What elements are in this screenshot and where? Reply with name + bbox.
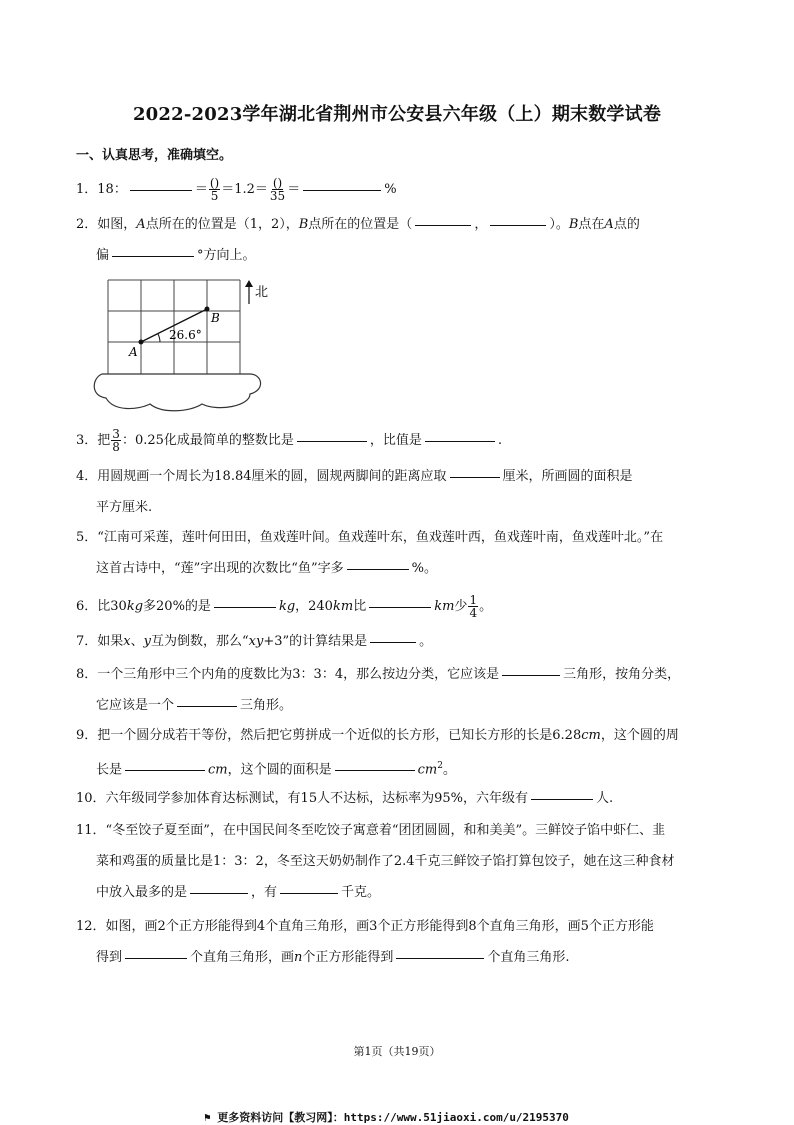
question-12: 12．如图，画2个正方形能得到4个直角三角形，画3个正方形能得到8个直角三角形，画5个正方形能 得到 个直角三角形，画n个正方形能得到 个直角三角形.	[76, 919, 654, 965]
q11-blank-1[interactable]	[190, 892, 248, 894]
q9-blank-2[interactable]	[335, 769, 415, 771]
point-a	[139, 340, 144, 345]
q4-blank-1[interactable]	[450, 476, 500, 478]
q3-fraction: $\frac{3}{8}$	[112, 427, 120, 454]
q6-blank-2[interactable]	[369, 606, 431, 608]
question-11: 11．“冬至饺子夏至面”，在中国民间冬至吃饺子寓意着“团团圆圆，和和美美”。三鲜饺子馅中虾仁、韭 菜和鸡蛋的质量比是1：3：2，冬至这天奶奶制作了2.4千克三鲜饺子馅打算包饺子，她在这三种食材 中放入最多的是 ，有 千克。	[76, 823, 675, 900]
question-4: 4．用圆规画一个周长为18.84厘米的圆，圆规两脚间的距离应取 厘米，所画圆的面积是 平方厘米.	[76, 469, 633, 515]
q2-blank-1[interactable]	[415, 224, 471, 226]
q8-blank-1[interactable]	[502, 674, 560, 676]
q7-blank[interactable]	[370, 641, 416, 643]
q6-blank-1[interactable]	[214, 606, 276, 608]
section-heading: 一、认真思考，准确填空。	[76, 148, 233, 163]
q1-text: ＝	[194, 182, 208, 197]
q2-blank-2[interactable]	[490, 224, 546, 226]
angle-arc	[158, 334, 160, 342]
q1-text: ＝	[287, 182, 301, 197]
q1-fraction-2: $\frac{()}{35}$	[269, 176, 286, 203]
question-6: 6．比30kg多20%的是 kg，240km比 km少 $\frac{1}{4}$ 。	[76, 593, 493, 620]
label-b: B	[211, 311, 220, 325]
question-1	[76, 174, 721, 205]
q1-text: ＝1.2＝	[221, 182, 268, 197]
q1-number: 1．	[76, 182, 98, 197]
question-7: 7．如果x、y互为倒数，那么“xy+3”的计算结果是 。	[76, 634, 433, 649]
q12-blank-2[interactable]	[396, 957, 484, 959]
question-5: 5．“江南可采莲，莲叶何田田，鱼戏莲叶间。鱼戏莲叶东，鱼戏莲叶西，鱼戏莲叶南，鱼戏莲叶北。”在 这首古诗中，“莲”字出现的次数比“鱼”字多 %。	[76, 530, 664, 576]
grid-figure	[90, 278, 290, 416]
north-label: 北	[255, 285, 269, 300]
exam-title: 2022-2023学年湖北省荆州市公安县六年级（上）期末数学试卷	[132, 104, 662, 125]
q6-fraction: $\frac{1}{4}$	[469, 593, 478, 620]
q3-blank-2[interactable]	[425, 440, 495, 442]
footer-link-text: 更多资料访问【教习网】：https://www.51jiaoxi.com/u/2195370	[217, 1111, 569, 1124]
q1-text: %	[384, 182, 397, 197]
q8-blank-2[interactable]	[177, 705, 237, 707]
q1-blank-1[interactable]	[130, 189, 192, 191]
q12-blank-1[interactable]	[125, 957, 187, 959]
question-9: 9．把一个圆分成若干等份，然后把它剪拼成一个近似的长方形，已知长方形的长是6.28cm，这个圆的周 长是 cm，这个圆的面积是 $cm^2$。	[76, 728, 679, 778]
question-8: 8．一个三角形中三个内角的度数比为3：3：4，那么按边分类，它应该是 三角形，按角分类， 它应该是一个 三角形。	[76, 667, 681, 713]
q5-blank[interactable]	[347, 568, 409, 570]
point-b	[205, 307, 210, 312]
q2-blank-3[interactable]	[112, 255, 194, 257]
question-10: 10．六年级同学参加体育达标测试，有15人不达标，达标率为95%，六年级有 人.	[76, 791, 614, 806]
q1-blank-2[interactable]	[303, 189, 381, 191]
q9-blank-1[interactable]	[125, 769, 205, 771]
q10-blank[interactable]	[531, 798, 593, 800]
cloud-shape	[94, 374, 260, 411]
q1-fraction-1: $\frac{()}{5}$	[209, 176, 220, 203]
q1-text: 18：	[97, 182, 127, 197]
angle-label: 26.6°	[169, 328, 202, 342]
north-arrow-head-icon	[245, 280, 253, 287]
question-3: 3．把 $\frac{3}{8}$ ：0.25化成最简单的整数比是 ，比值是 .	[76, 427, 503, 454]
label-a: A	[129, 345, 138, 359]
q3-blank-1[interactable]	[297, 440, 367, 442]
q11-blank-2[interactable]	[280, 892, 338, 894]
question-2: 2．如图，A点所在的位置是（1，2），B点所在的位置是（ ， ）。B点在A点的 偏 °方向上。	[76, 217, 640, 263]
flag-icon: ⚑	[204, 1111, 218, 1124]
page-footer: 第1页（共19页）	[353, 1045, 441, 1058]
